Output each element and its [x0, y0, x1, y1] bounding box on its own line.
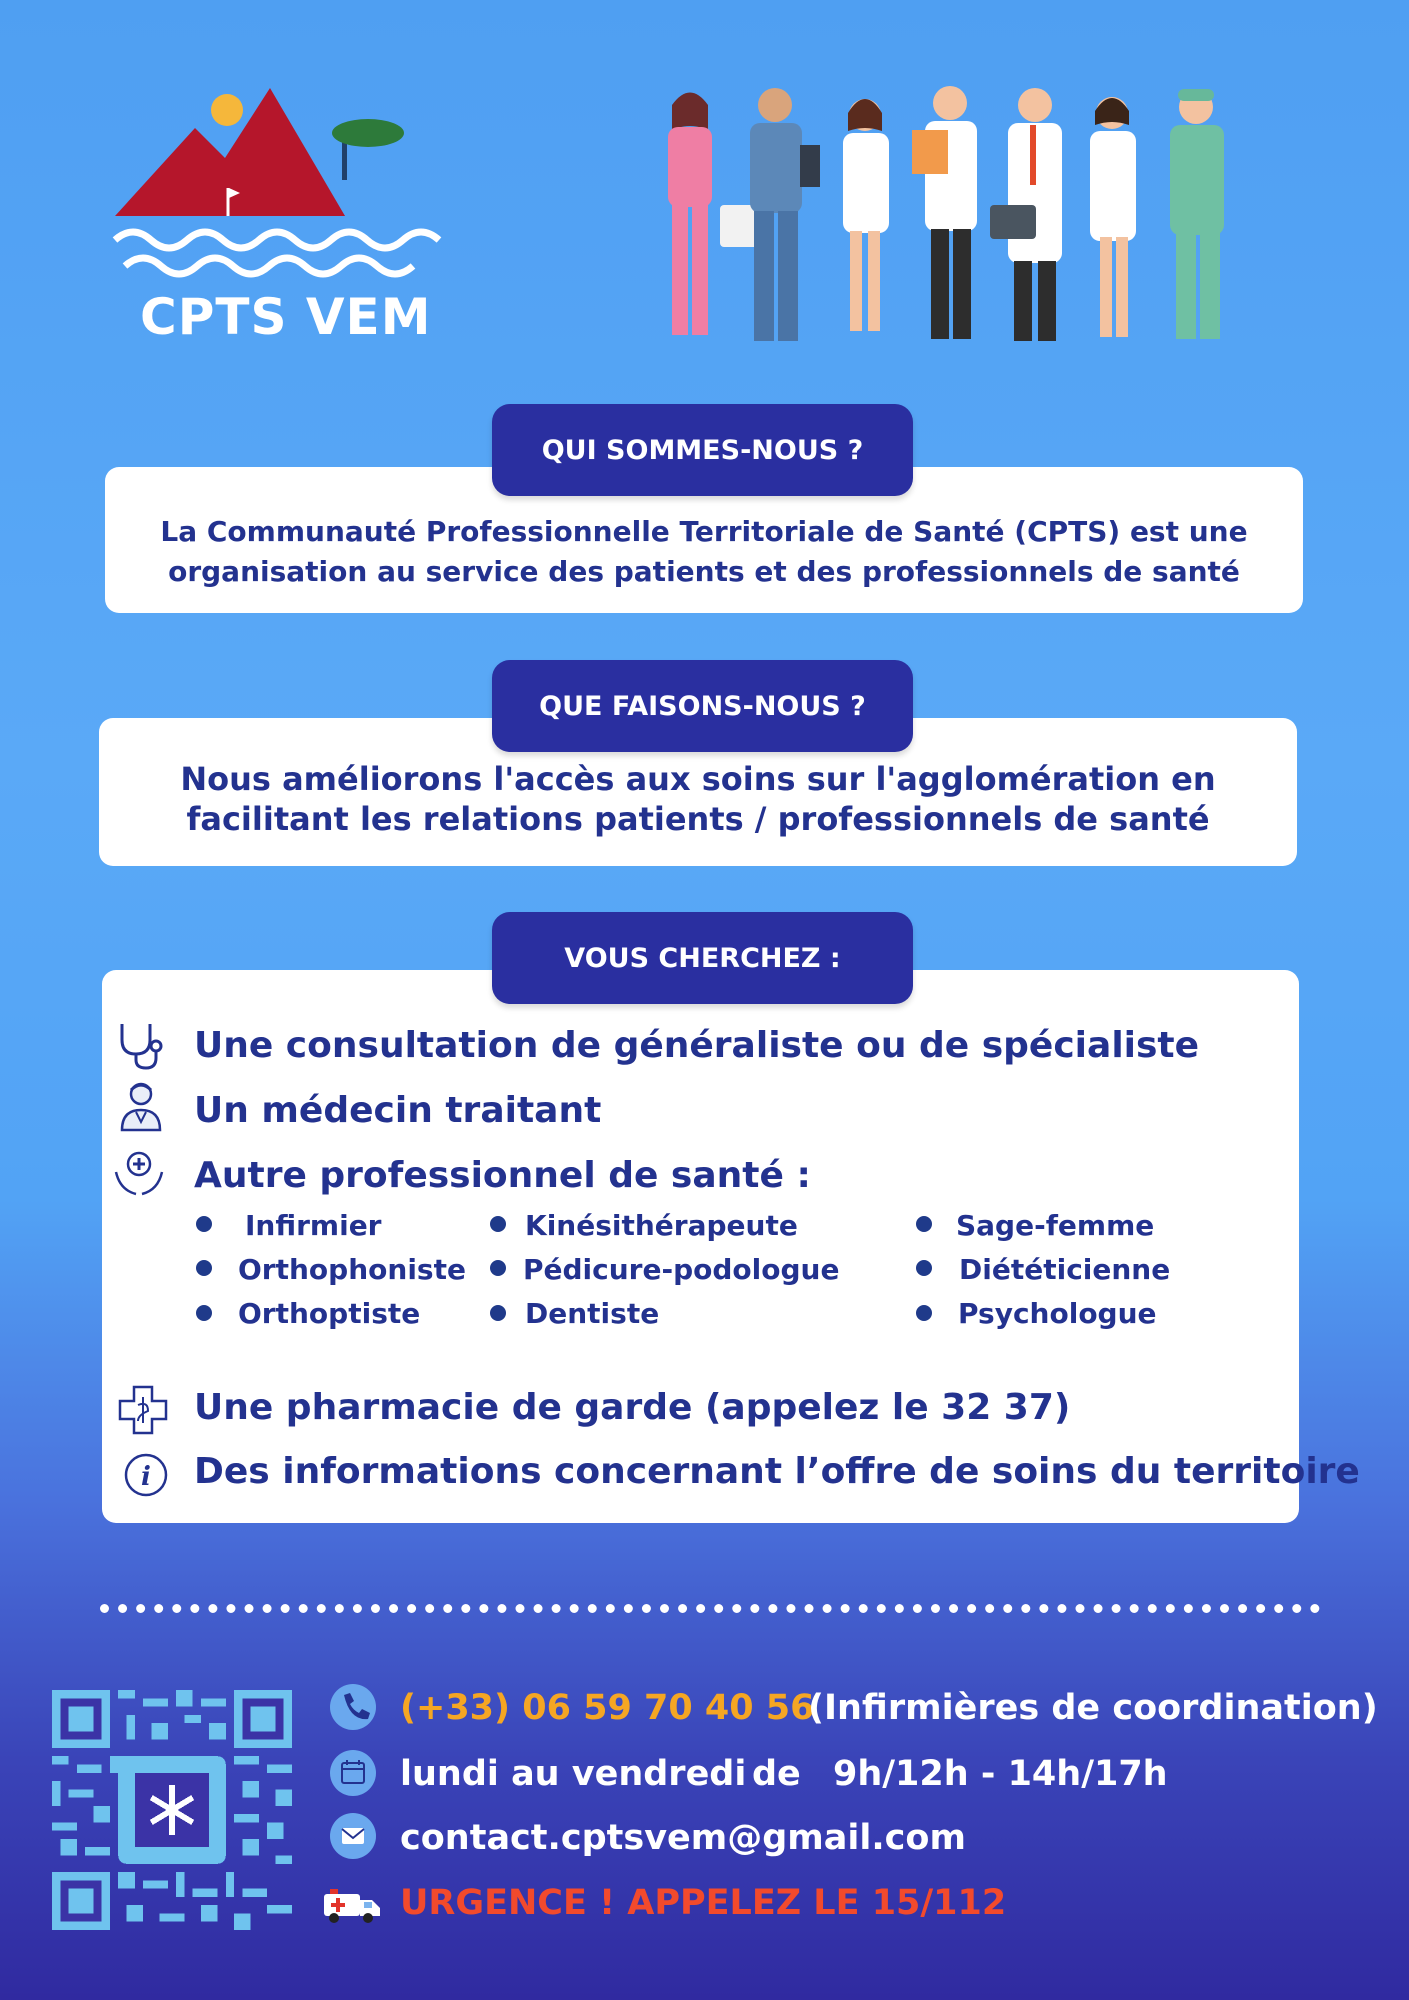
about-heading: QUI SOMMES-NOUS ?: [492, 404, 913, 496]
profession-item: Dentiste: [525, 1297, 660, 1330]
female-doctor-figure: [1090, 97, 1136, 337]
logo-title: CPTS VEM: [140, 288, 432, 346]
mission-line-1: Nous améliorons l'accès aux soins sur l'agglomération en: [180, 760, 1216, 798]
hours-days: lundi au vendredi: [400, 1754, 747, 1794]
profession-item: Orthoptiste: [238, 1297, 421, 1330]
bullet: [916, 1305, 932, 1321]
service-autre-professionnel: Autre professionnel de santé :: [194, 1155, 811, 1196]
hours-time: 9h/12h - 14h/17h: [833, 1754, 1168, 1794]
healthcare-team-illustration: [650, 85, 1280, 350]
service-informations: Des informations concernant l’offre de soins du territoire: [194, 1451, 1360, 1492]
dotted-separator: [100, 1604, 1320, 1623]
profession-item: Diététicienne: [959, 1253, 1171, 1286]
doctor-briefcase-figure: [990, 88, 1062, 341]
profession-item: Orthophoniste: [238, 1253, 466, 1286]
calendar-icon: [330, 1750, 376, 1796]
svg-text:i: i: [141, 1462, 151, 1492]
phone-icon: [330, 1684, 376, 1730]
qr-code[interactable]: [52, 1690, 292, 1930]
info-icon: [120, 1449, 174, 1503]
male-nurse-figure: [750, 88, 820, 341]
service-consultation: Une consultation de généraliste ou de spécialiste: [194, 1025, 1200, 1066]
doctor-clipboard-figure: [912, 86, 977, 339]
bullet: [916, 1260, 932, 1276]
service-medecin-traitant: Un médecin traitant: [194, 1090, 602, 1131]
bullet: [490, 1216, 506, 1232]
hours-de: de: [752, 1754, 801, 1794]
phone-note: (Infirmières de coordination): [808, 1688, 1378, 1728]
bullet: [916, 1216, 932, 1232]
phone-number[interactable]: (+33) 06 59 70 40 56: [400, 1688, 815, 1728]
bullet: [490, 1260, 506, 1276]
care-hands-icon: [112, 1146, 166, 1200]
email-icon: [330, 1813, 376, 1859]
bullet: [196, 1305, 212, 1321]
bullet: [196, 1260, 212, 1276]
profession-item: Sage-femme: [956, 1209, 1155, 1242]
ambulance-icon: [322, 1886, 382, 1926]
profession-item: Psychologue: [958, 1297, 1157, 1330]
bullet: [196, 1216, 212, 1232]
profession-item: Pédicure-podologue: [523, 1253, 840, 1286]
stethoscope-icon: [114, 1018, 168, 1072]
mission-heading: QUE FAISONS-NOUS ?: [492, 660, 913, 752]
about-line-2: organisation au service des patients et des professionnels de santé: [168, 555, 1240, 588]
services-heading: VOUS CHERCHEZ :: [492, 912, 913, 1004]
surgeon-figure: [1170, 89, 1224, 339]
about-line-1: La Communauté Professionnelle Territoriale de Santé (CPTS) est une: [160, 515, 1248, 548]
urgence-text: URGENCE ! APPELEZ LE 15/112: [400, 1883, 1007, 1923]
profession-item: Infirmier: [245, 1209, 382, 1242]
lab-doctor-figure: [843, 99, 889, 331]
pharmacy-cross-icon: [116, 1383, 170, 1437]
profession-item: Kinésithérapeute: [525, 1209, 798, 1242]
mission-line-2: facilitant les relations patients / professionnels de santé: [186, 800, 1210, 838]
sun-icon: [211, 94, 243, 126]
email-link[interactable]: contact.cptsvem@gmail.com: [400, 1818, 966, 1858]
service-pharmacie: Une pharmacie de garde (appelez le 32 37): [194, 1387, 1071, 1428]
doctor-icon: [114, 1078, 168, 1132]
bullet: [490, 1305, 506, 1321]
